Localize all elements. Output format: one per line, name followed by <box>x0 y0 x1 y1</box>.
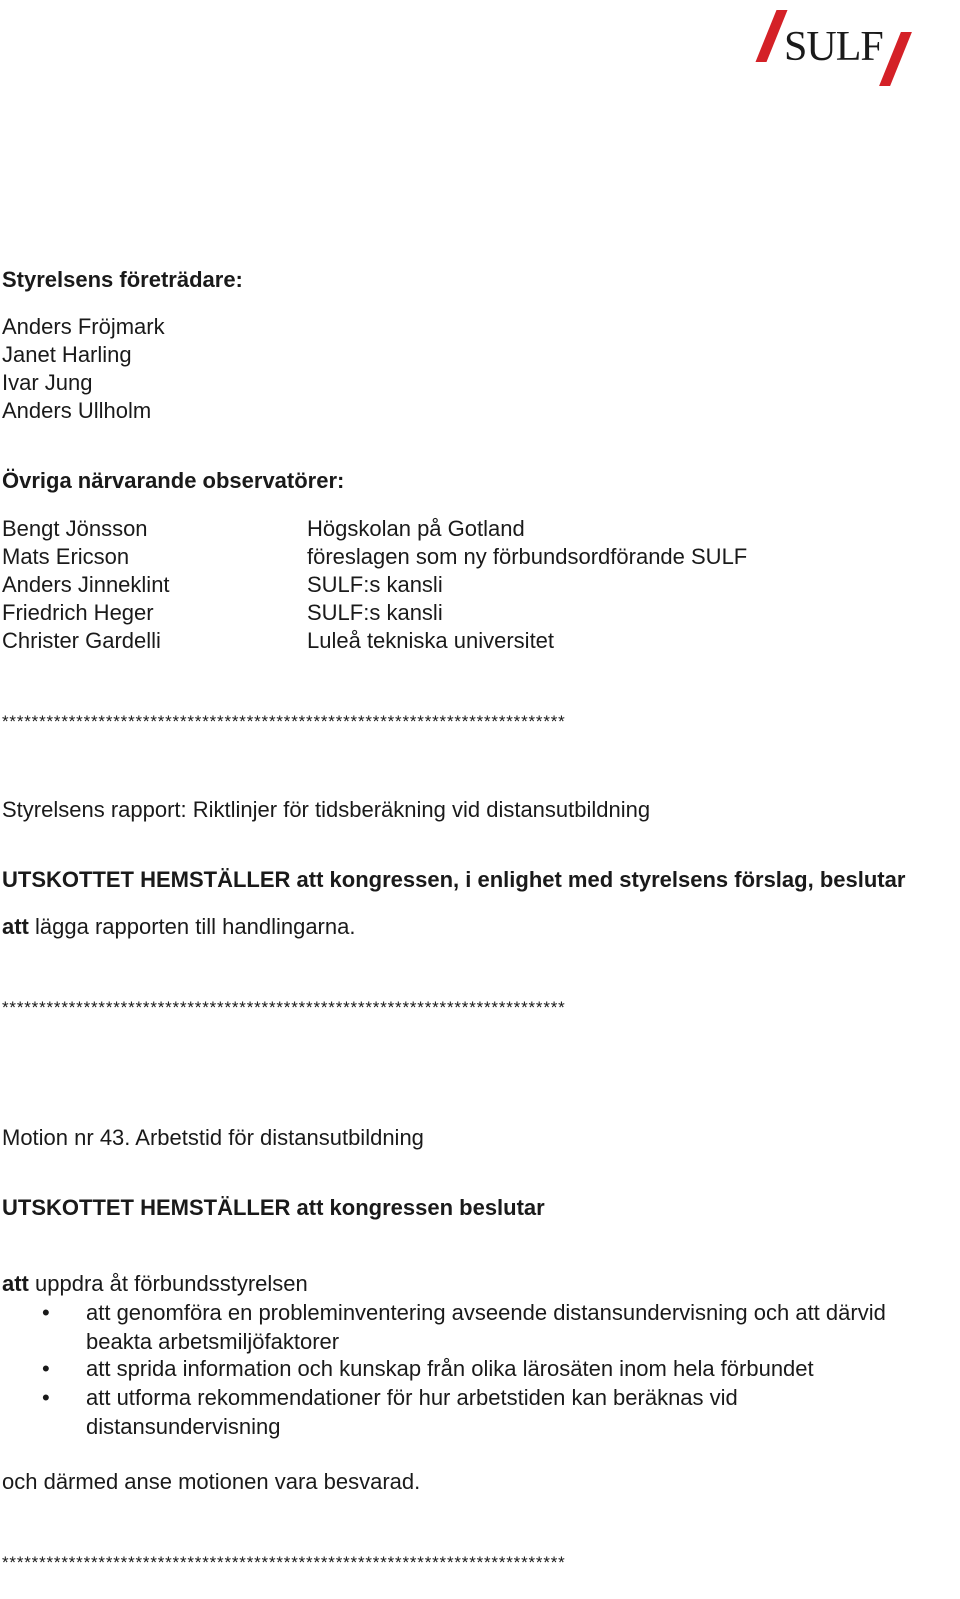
motion-title: Motion nr 43. Arbetstid för distansutbildning <box>2 1125 424 1150</box>
board-member: Ivar Jung <box>2 370 93 395</box>
bullet-item <box>86 1299 946 1356</box>
bullet-line: att utforma rekommendationer för hur arbetstiden kan beräknas vid <box>86 1385 738 1410</box>
board-heading: Styrelsens företrädare: <box>2 267 243 292</box>
separator: **************************************************************************** <box>2 1553 566 1572</box>
board-member: Anders Ullholm <box>2 398 152 423</box>
bullet-dot: • <box>42 1356 50 1381</box>
observers-heading: Övriga närvarande observatörer: <box>2 468 345 493</box>
observer-affiliation: föreslagen som ny förbundsordförande SULF <box>307 544 748 569</box>
separator: **************************************************************************** <box>2 998 566 1017</box>
sulf-logo <box>762 8 922 86</box>
report-decision: lägga rapporten till handlingarna. <box>35 914 356 939</box>
observer-affiliation: Högskolan på Gotland <box>307 516 525 541</box>
bullet-line: att genomföra en probleminventering avseende distansundervisning och att därvid <box>86 1300 886 1325</box>
logo-text: SULF <box>784 24 883 70</box>
report-title: Styrelsens rapport: Riktlinjer för tidsberäkning vid distansutbildning <box>2 797 651 822</box>
bullet-line: att sprida information och kunskap från olika lärosäten inom hela förbundet <box>86 1356 814 1381</box>
att-word: att <box>2 914 29 939</box>
logo-stripe-left <box>755 10 787 62</box>
bullet-dot: • <box>42 1300 50 1325</box>
report-recommendation: UTSKOTTET HEMSTÄLLER att kongressen, i enlighet med styrelsens förslag, beslutar <box>2 867 906 892</box>
decision-intro-text: uppdra åt förbundsstyrelsen <box>35 1271 308 1296</box>
board-member: Anders Fröjmark <box>2 314 165 339</box>
report-decision-line <box>2 913 355 941</box>
observer-name: Mats Ericson <box>2 544 130 569</box>
observer-name: Anders Jinneklint <box>2 572 170 597</box>
motion-closing: och därmed anse motionen vara besvarad. <box>2 1469 421 1494</box>
att-word: att <box>2 1271 29 1296</box>
bullet-item <box>86 1355 946 1384</box>
motion-decision-intro <box>2 1270 308 1298</box>
observer-name: Friedrich Heger <box>2 600 154 625</box>
bullet-line: beakta arbetsmiljöfaktorer <box>86 1328 340 1354</box>
bullet-dot: • <box>42 1385 50 1410</box>
bullet-item <box>86 1384 946 1441</box>
motion-recommendation: UTSKOTTET HEMSTÄLLER att kongressen beslutar <box>2 1195 545 1220</box>
observer-name: Bengt Jönsson <box>2 516 148 541</box>
observer-affiliation: SULF:s kansli <box>307 600 443 625</box>
logo-stripe-right <box>879 32 912 86</box>
bullet-line: distansundervisning <box>86 1413 281 1439</box>
separator: **************************************************************************** <box>2 712 566 731</box>
observer-affiliation: Luleå tekniska universitet <box>307 628 555 653</box>
board-member: Janet Harling <box>2 342 132 367</box>
observer-name: Christer Gardelli <box>2 628 161 653</box>
observer-affiliation: SULF:s kansli <box>307 572 443 597</box>
